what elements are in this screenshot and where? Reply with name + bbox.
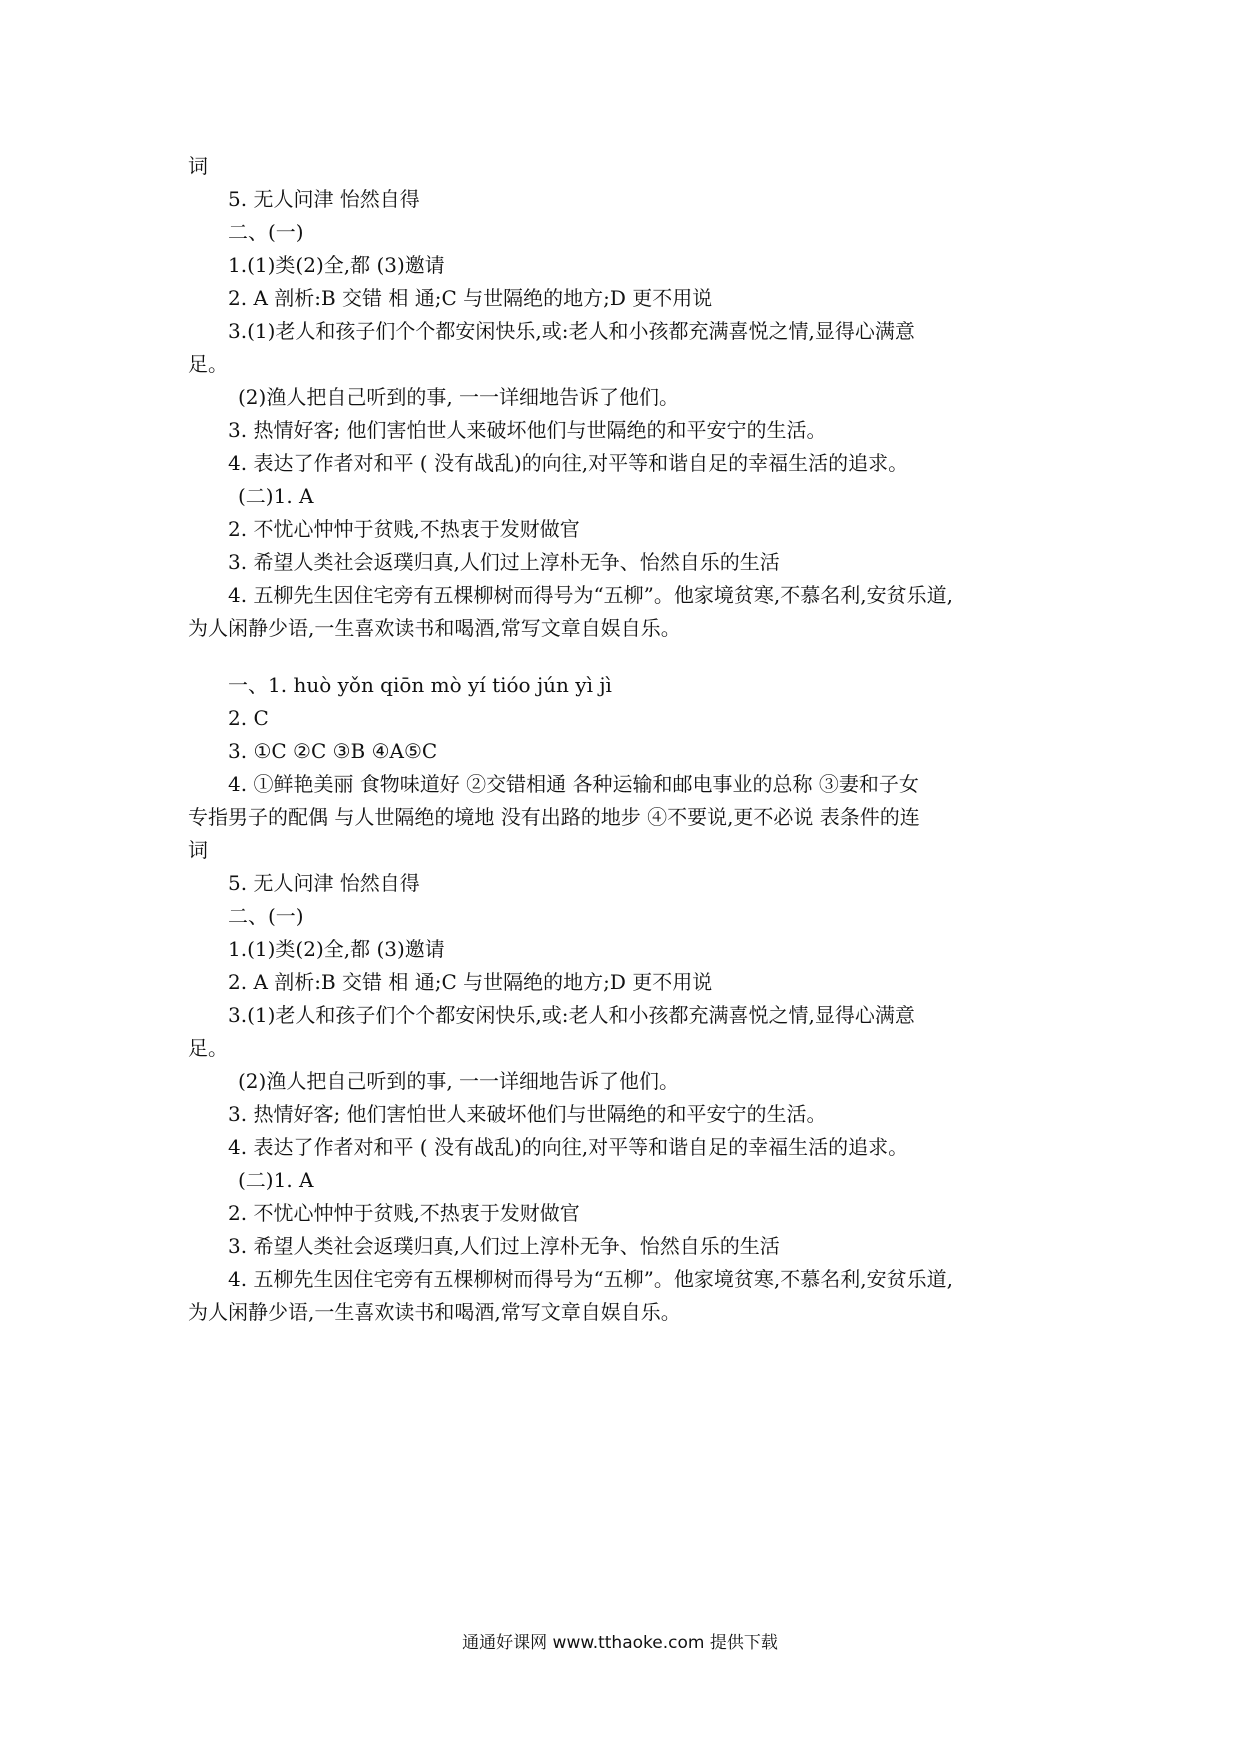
text-line: 为人闲静少语,一生喜欢读书和喝酒,常写文章自娱自乐。 [188,616,681,640]
text-line: 2. A 剖析:B 交错 相 通;C 与世隔绝的地方;D 更不用说 [228,970,713,994]
text-line: 2. A 剖析:B 交错 相 通;C 与世隔绝的地方;D 更不用说 [228,286,713,310]
text-line: 为人闲静少语,一生喜欢读书和喝酒,常写文章自娱自乐。 [188,1300,681,1324]
text-line: 5. 无人问津 怡然自得 [228,871,420,895]
text-line: 4. 表达了作者对和平 ( 没有战乱)的向往,对平等和谐自足的幸福生活的追求。 [228,1135,909,1159]
text-line: 3. ①C ②C ③B ④A⑤C [228,739,438,763]
text-line: 3.(1)老人和孩子们个个都安闲快乐,或:老人和小孩都充满喜悦之情,显得心满意 [228,1003,915,1027]
text-line: 3.(1)老人和孩子们个个都安闲快乐,或:老人和小孩都充满喜悦之情,显得心满意 [228,319,915,343]
text-line: 2. 不忧心忡忡于贫贱,不热衷于发财做官 [228,1201,580,1225]
text-line: 1.(1)类(2)全,都 (3)邀请 [228,253,445,277]
text-line: (二)1. A [238,484,314,508]
text-line: 二、(一) [228,904,304,928]
text-line: 词 [188,838,208,862]
text-line: 足。 [188,352,228,376]
footer-source-note: 通通好课网 www.tthaoke.com 提供下载 [462,1633,778,1653]
text-line: 2. C [228,706,269,730]
text-line: 4. ①鲜艳美丽 食物味道好 ②交错相通 各种运输和邮电事业的总称 ③妻和子女 [228,772,919,796]
text-line: 3. 热情好客; 他们害怕世人来破坏他们与世隔绝的和平安宁的生活。 [228,1102,827,1126]
text-line: 3. 希望人类社会返璞归真,人们过上淳朴无争、怡然自乐的生活 [228,1234,780,1258]
text-line: 3. 希望人类社会返璞归真,人们过上淳朴无争、怡然自乐的生活 [228,550,780,574]
text-line: 一、1. huò yǒn qiōn mò yí tióo jún yì jì [228,673,612,697]
text-line: 3. 热情好客; 他们害怕世人来破坏他们与世隔绝的和平安宁的生活。 [228,418,827,442]
text-line: (2)渔人把自己听到的事, 一一详细地告诉了他们。 [238,1069,680,1093]
answer-block-1 [188,150,1060,645]
text-line: 专指男子的配偶 与人世隔绝的境地 没有出路的地步 ④不要说,更不必说 表条件的连 [188,805,920,829]
text-line: 4. 五柳先生因住宅旁有五棵柳树而得号为“五柳”。他家境贫寒,不慕名利,安贫乐道, [228,1267,953,1291]
text-line: 5. 无人问津 怡然自得 [228,187,420,211]
text-line: 二、(一) [228,220,304,244]
text-line: (二)1. A [238,1168,314,1192]
text-line: 词 [188,154,208,178]
text-line: 足。 [188,1036,228,1060]
text-line: 2. 不忧心忡忡于贫贱,不热衷于发财做官 [228,517,580,541]
text-line: (2)渔人把自己听到的事, 一一详细地告诉了他们。 [238,385,680,409]
text-line: 4. 五柳先生因住宅旁有五棵柳树而得号为“五柳”。他家境贫寒,不慕名利,安贫乐道, [228,583,953,607]
text-line: 4. 表达了作者对和平 ( 没有战乱)的向往,对平等和谐自足的幸福生活的追求。 [228,451,909,475]
text-line: 1.(1)类(2)全,都 (3)邀请 [228,937,445,961]
answer-block-2 [188,669,1060,1329]
